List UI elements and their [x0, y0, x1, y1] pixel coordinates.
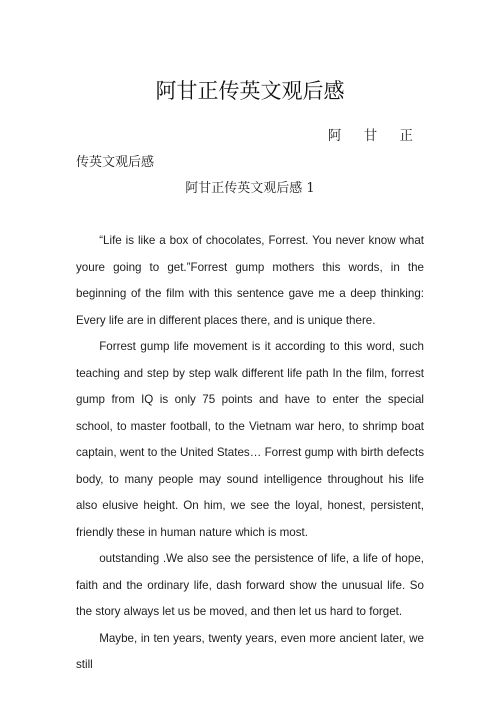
paragraph: “Life is like a box of chocolates, Forrest. You never know what youre going to get.”Forrest gump mothers this words, in the beginning of the film with this sentence gave me a deep thinking: Every life are in different places there, and is unique there. — [76, 234, 424, 327]
title-continuation: 传英文观后感 — [76, 155, 155, 170]
section-subtitle: 阿甘正传英文观后感 1 — [185, 181, 315, 196]
paragraph: outstanding .We also see the persistence of life, a life of hope, faith and the ordinary life, dash forward show the unusual life. So the story always let us be moved, and then let us hard to forget. — [76, 552, 424, 618]
author-name: 阿 甘 正 — [327, 128, 422, 144]
paragraph: Forrest gump life movement is it according to this word, such teaching and step by step walk different life path In the film, forrest gump from IQ is only 75 points and have to enter the special school, to master football, to the Vietnam war hero, to shrimp boat captain, went to the United States… Forrest gump with birth defects body, to many people may sound intelligence throughout his life also elusive height. On him, we see the loyal, honest, persistent, friendly these in human nature which is most. — [76, 340, 424, 539]
paragraph: Maybe, in ten years, twenty years, even more ancient later, we still — [76, 631, 424, 671]
document-body — [76, 228, 424, 679]
document-title: 阿甘正传英文观后感 — [155, 79, 345, 103]
